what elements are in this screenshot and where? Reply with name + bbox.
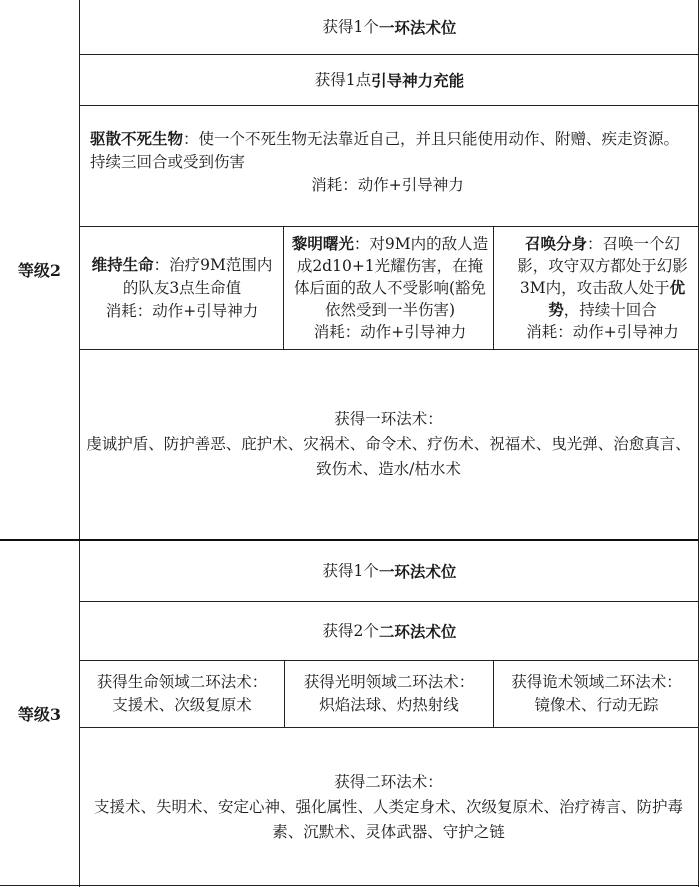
level3-gain-slot2-prefix: 获得2个 [322, 621, 379, 640]
turn-undead-sep: ： [183, 130, 199, 148]
level2-gain-slot-bold: 一环法术位 [378, 17, 457, 37]
option-light-desc: 对9M内的敌人造成2d10+1光耀伤害，在掩体后面的敌人不受影响(豁免依然受到一半伤害) [293, 235, 489, 319]
option-light-sep: ： [353, 235, 370, 253]
domain-life [80, 661, 284, 727]
level2-gain-charge-row [80, 55, 699, 105]
level2-spells-title: 获得一环法术： [334, 409, 443, 428]
level2-gain-charge-prefix: 获得1点 [314, 70, 372, 89]
grid-line [283, 226, 284, 350]
grid-line [79, 601, 699, 602]
grid-line [0, 885, 699, 886]
grid-line [79, 349, 699, 350]
grid-line [79, 0, 80, 887]
option-life-desc: 治疗9M范围内的队友3点生命值 [122, 256, 273, 297]
level2-spells-list: 虔诚护盾、防护善恶、庇护术、灾祸术、命令术、疗伤术、祝福术、曳光弹、治愈真言、致伤术、造水/枯水术 [86, 434, 691, 478]
level3-spells-row [80, 728, 699, 886]
option-trickery [494, 227, 699, 349]
level2-turn-undead-row [80, 106, 699, 226]
level3-gain-slot1-prefix: 获得1个 [322, 562, 379, 580]
grid-line [79, 105, 699, 106]
grid-line [493, 660, 494, 728]
grid-line [284, 660, 285, 728]
level3-spells-title: 获得二环法术： [334, 772, 443, 791]
grid-line [79, 727, 699, 728]
domain-trickery-title: 获得诡术领域二环法术： [511, 673, 682, 691]
level3-label [0, 541, 79, 887]
option-life-cost: 消耗：动作+引导神力 [105, 302, 259, 320]
turn-undead-cost: 消耗：动作+引导神力 [311, 176, 464, 194]
level2-label [0, 0, 79, 540]
domain-trickery [494, 661, 699, 727]
level2-gain-slot-prefix: 获得1个 [322, 17, 379, 36]
domain-life-spells: 支援术、次级复原术 [112, 696, 252, 714]
level2-label-text: 等级2 [17, 260, 62, 280]
option-trickery-cost: 消耗：动作+引导神力 [526, 323, 679, 341]
level2-gain-slot-row [80, 0, 699, 54]
option-life-sep: ： [153, 256, 170, 274]
turn-undead-desc: 使一个不死生物无法靠近自己，并且只能使用动作、附赠、疾走资源。持续三回合或受到伤害 [90, 130, 680, 171]
option-trickery-name: 召唤分身 [524, 234, 587, 253]
grid-line [493, 226, 494, 350]
grid-line [79, 54, 699, 55]
turn-undead-name: 驱散不死生物 [90, 129, 184, 148]
option-life [80, 227, 280, 349]
option-trickery-sep: ： [586, 235, 603, 253]
level3-gain-slot1-bold: 一环法术位 [378, 562, 457, 581]
level3-gain-slot1-row [80, 542, 699, 601]
option-trickery-desc-bold: 优势 [548, 278, 686, 319]
domain-light-spells: 炽焰法球、灼热射线 [319, 696, 459, 714]
domain-trickery-spells: 镜像术、行动无踪 [534, 696, 659, 714]
level3-gain-slot2-bold: 二环法术位 [378, 621, 457, 641]
level3-label-text: 等级3 [17, 704, 62, 724]
option-trickery-desc-b: ，持续十回合 [563, 301, 657, 319]
option-light-cost: 消耗：动作+引导神力 [313, 323, 467, 341]
domain-light [285, 661, 493, 727]
level2-gain-charge-bold: 引导神力充能 [371, 70, 465, 90]
grid-line [79, 660, 699, 661]
grid-line [79, 226, 699, 227]
option-light [289, 227, 493, 349]
option-trickery-desc-a: 召唤一个幻影，攻守双方都处于幻影3M内，攻击敌人处于 [517, 235, 688, 297]
domain-light-title: 获得光明领域二环法术： [303, 673, 475, 691]
domain-life-title: 获得生命领域二环法术： [96, 673, 268, 691]
level2-spells-row [80, 350, 699, 538]
section-divider [0, 539, 699, 541]
level3-gain-slot2-row [80, 602, 699, 660]
option-life-name: 维持生命 [91, 255, 154, 274]
level3-spells-list: 支援术、失明术、安定心神、强化属性、人类定身术、次级复原术、治疗祷言、防护毒素、沉默术、灵体武器、守护之链 [93, 797, 683, 841]
option-light-name: 黎明曙光 [291, 234, 354, 253]
